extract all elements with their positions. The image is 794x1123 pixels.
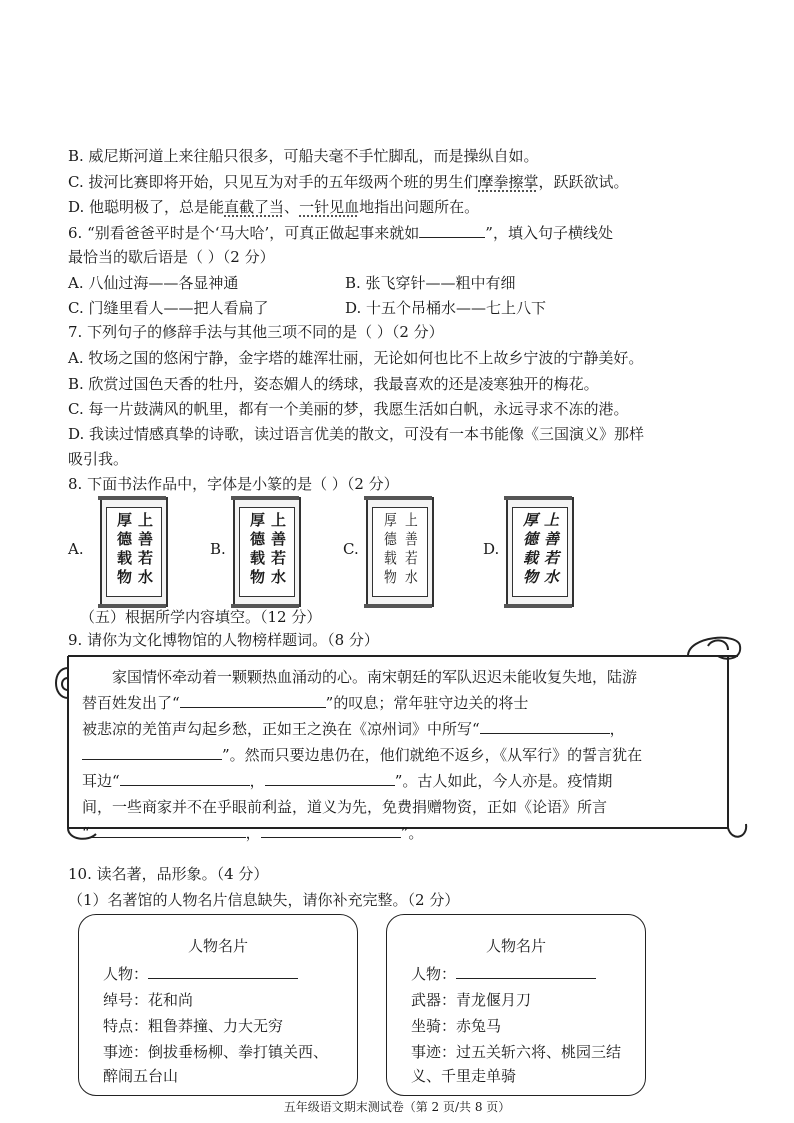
q8-label-d[interactable]: D.	[483, 540, 500, 558]
section-5-heading: （五）根据所学内容填空。（12 分）	[80, 608, 322, 626]
q7-stem: 7. 下列句子的修辞手法与其他三项不同的是（ ）（2 分）	[68, 323, 444, 341]
q8-card-a[interactable]	[100, 497, 168, 607]
q7-option-c[interactable]: C. 每一片鼓满风的帆里，都有一个美丽的梦，我愿生活如白帆，永远寻求不冻的港。	[68, 400, 629, 418]
q9-blank-1[interactable]	[180, 692, 326, 708]
name-card-2	[386, 914, 646, 1096]
q9-blank-7[interactable]	[261, 822, 401, 838]
q8-stem: 8. 下面书法作品中，字体是小篆的是（ ）（2 分）	[68, 475, 399, 493]
name-card-2-deed-line1: 事迹：过五关斩六将、桃园三结	[411, 1043, 622, 1061]
q8-card-c[interactable]	[366, 497, 434, 607]
q9-passage	[82, 664, 672, 846]
name-card-1-name-blank[interactable]	[148, 963, 298, 979]
q9-blank-6[interactable]	[90, 822, 246, 838]
q9-line5: 耳边“ ， ”。古人如此，今人亦是。疫情期	[82, 772, 613, 790]
q10-sub1: （1）名著馆的人物名片信息缺失，请你补充完整。（2 分）	[68, 891, 460, 909]
q5-option-d-idiom1: 直截了当	[224, 198, 285, 216]
q9-blank-4[interactable]	[120, 770, 250, 786]
q6-stem-pre: 6. “别看爸爸平时是个‘马大哈’，可真正做起事来就如	[68, 224, 420, 242]
q5-option-c-pre: C. 拔河比赛即将开始，只见互为对手的五年级两个班的男生们	[68, 173, 479, 191]
q6-stem-line2: 最恰当的歇后语是（ ）（2 分）	[68, 248, 275, 266]
name-card-2-name-blank[interactable]	[456, 963, 596, 979]
name-card-1-deed-line2: 醉闹五台山	[103, 1067, 179, 1085]
q10-stem: 10. 读名著，品形象。（4 分）	[68, 865, 269, 883]
name-card-1	[78, 914, 358, 1096]
q8-card-d-left-column: 厚德载物	[521, 512, 539, 588]
q9-blank-5[interactable]	[265, 770, 395, 786]
q7-option-d-line2: 吸引我。	[68, 450, 129, 468]
q5-option-c	[68, 172, 629, 192]
q9-blank-3[interactable]	[82, 744, 222, 760]
q5-option-d-post: 地指出问题所在。	[359, 198, 480, 216]
name-card-2-name-row: 人物：	[411, 963, 596, 984]
q8-label-c[interactable]: C.	[343, 540, 359, 558]
q7-option-b[interactable]: B. 欣赏过国色天香的牡丹，姿态媚人的绣球，我最喜欢的还是凌寒独开的梅花。	[68, 375, 599, 393]
q6-answer-blank[interactable]	[419, 222, 485, 238]
q8-card-b-right-column: 上善若水	[269, 512, 287, 588]
q8-card-d[interactable]	[506, 497, 574, 607]
name-card-1-name-row: 人物：	[103, 963, 298, 984]
q7-option-a[interactable]: A. 牧场之国的悠闲宁静，金字塔的雄浑壮丽，无论如何也比不上故乡宁波的宁静美好。	[68, 349, 644, 367]
q6-stem-post: ”，填入句子横线处	[485, 224, 613, 242]
q5-option-d-idiom2: 一针见血	[299, 198, 360, 216]
q5-option-d-pre: D. 他聪明极了，总是能	[68, 198, 225, 216]
name-card-1-title: 人物名片	[187, 937, 248, 955]
q9-line6: 间，一些商家并不在乎眼前利益，道义为先，免费捐赠物资，正如《论语》所言	[82, 798, 608, 816]
q6-option-c[interactable]: C. 门缝里看人——把人看扁了	[68, 299, 269, 317]
q8-card-a-left-column: 厚德载物	[115, 512, 133, 588]
page-footer: 五年级语文期末测试卷（第 2 页/共 8 页）	[283, 1100, 511, 1114]
q9-line3: 被悲凉的羌笛声勾起乡愁，正如王之涣在《凉州词》中所写“ ，	[82, 720, 625, 738]
q8-label-a[interactable]: A.	[68, 540, 84, 558]
q9-line7: “ ， ”。	[82, 824, 424, 842]
name-card-2-title: 人物名片	[485, 937, 546, 955]
q9-line4: ”。然而只要边患仍在，他们就绝不返乡，《从军行》的誓言犹在	[82, 742, 672, 768]
q5-option-c-idiom: 摩拳擦掌	[478, 173, 539, 191]
q6-option-a[interactable]: A. 八仙过海——各显神通	[68, 274, 239, 292]
name-card-1-deed-line1: 事迹：倒拔垂杨柳、拳打镇关西、	[103, 1043, 329, 1061]
q8-card-d-right-column: 上善若水	[542, 512, 560, 588]
name-card-1-nickname: 绰号：花和尚	[103, 991, 194, 1009]
q5-option-b: B. 威尼斯河道上来往船只很多，可船夫毫不手忙脚乱，而是操纵自如。	[68, 147, 539, 165]
q6-option-d[interactable]: D. 十五个吊桶水——七上八下	[345, 299, 547, 317]
q8-card-b-left-column: 厚德载物	[248, 512, 266, 588]
q9-line1: 家国情怀牵动着一颗颗热血涌动的心。南宋朝廷的军队迟迟未能收复失地，陆游	[112, 668, 638, 686]
q8-card-b[interactable]	[233, 497, 301, 607]
q6-stem-line1	[68, 222, 613, 243]
q9-blank-2[interactable]	[480, 718, 610, 734]
q8-card-c-right-column: 上善若水	[403, 512, 419, 588]
q6-option-b[interactable]: B. 张飞穿针——粗中有细	[345, 274, 516, 292]
name-card-2-weapon: 武器：青龙偃月刀	[411, 991, 532, 1009]
q9-line2: 替百姓发出了“ ”的叹息；常年驻守边关的将士	[82, 694, 529, 712]
q8-label-b[interactable]: B.	[210, 540, 226, 558]
q8-card-a-right-column: 上善若水	[136, 512, 154, 588]
q9-stem: 9. 请你为文化博物馆的人物榜样题词。（8 分）	[68, 631, 379, 649]
q5-option-d	[68, 197, 479, 217]
q5-option-d-mid: 、	[284, 198, 300, 216]
q5-option-c-post: ，跃跃欲试。	[538, 173, 629, 191]
name-card-1-trait: 特点：粗鲁莽撞、力大无穷	[103, 1017, 284, 1035]
q7-option-d-line1[interactable]: D. 我读过情感真挚的诗歌，读过语言优美的散文，可没有一本书能像《三国演义》那样	[68, 425, 645, 443]
name-card-2-deed-line2: 义、千里走单骑	[411, 1067, 517, 1085]
name-card-2-horse: 坐骑：赤兔马	[411, 1017, 502, 1035]
q8-card-c-left-column: 厚德载物	[382, 512, 398, 588]
